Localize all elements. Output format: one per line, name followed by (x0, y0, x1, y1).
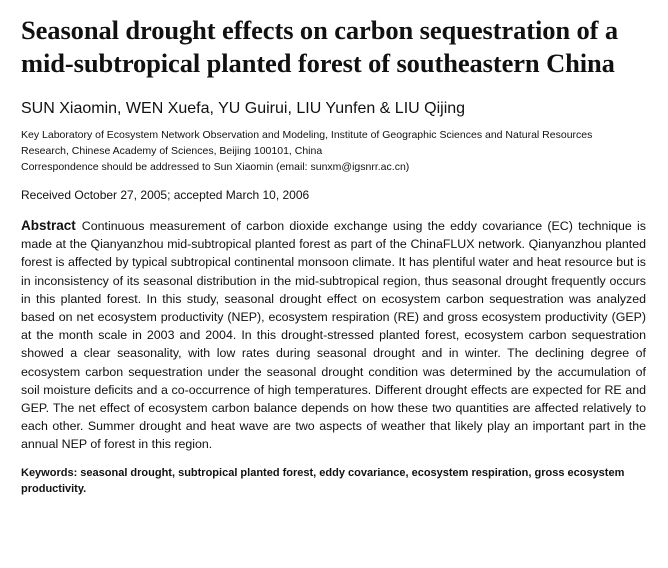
affiliation-line: Research, Chinese Academy of Sciences, Beijing 100101, China (21, 145, 323, 157)
received-date: Received October 27, 2005; accepted March 10, 2006 (21, 188, 310, 202)
paper-title: Seasonal drought effects on carbon sequestration of a mid-subtropical planted forest of southeastern China (21, 15, 619, 78)
author-list: SUN Xiaomin, WEN Xuefa, YU Guirui, LIU Yunfen & LIU Qijing (21, 100, 466, 117)
keywords: Keywords: seasonal drought, subtropical planted forest, eddy covariance, ecosystem respiration, gross ecosystem productivity. (21, 467, 625, 495)
affiliation-line: Key Laboratory of Ecosystem Network Observation and Modeling, Institute of Geographic Sciences and Natural Resources (21, 129, 593, 141)
abstract-label: Abstract (21, 218, 76, 233)
paper-page (21, 14, 646, 497)
affiliation-block (21, 127, 646, 175)
abstract-text: Continuous measurement of carbon dioxide exchange using the eddy covariance (EC) technique is made at the Qianyanzhou mid-subtropical planted forest as part of the ChinaFLUX network. Qianyanzhou planted forest is affected by typical subtropical continental monsoon climate. It has plentiful water and heat resource but is in inconsistency of its seasonal distribution in the mid-subtropical region, thus seasonal drought frequently occurs in this planted forest. In this study, seasonal drought effect on ecosystem carbon sequestration was analyzed based on net ecosystem productivity (NEP), ecosystem respiration (RE) and gross ecosystem productivity (GEP) at the month scale in 2003 and 2004. In this drought-stressed planted forest, ecosystem carbon sequestration showed a clear seasonality, with low rates during seasonal drought and in winter. The declining degree of ecosystem carbon sequestration under the seasonal drought condition was determined by the accumulation of soil moisture deficits and a co-occurrence of high temperatures. Different drought effects are expected for RE and GEP. The net effect of ecosystem carbon balance depends on how these two quantities are affected relatively to each other. Summer drought and heat wave are two aspects of weather that likely play an important part in the annual NEP of forest in this region. (21, 219, 646, 452)
correspondence-line: Correspondence should be addressed to Sun Xiaomin (email: sunxm@igsnrr.ac.cn) (21, 161, 410, 173)
abstract-paragraph (21, 217, 646, 454)
